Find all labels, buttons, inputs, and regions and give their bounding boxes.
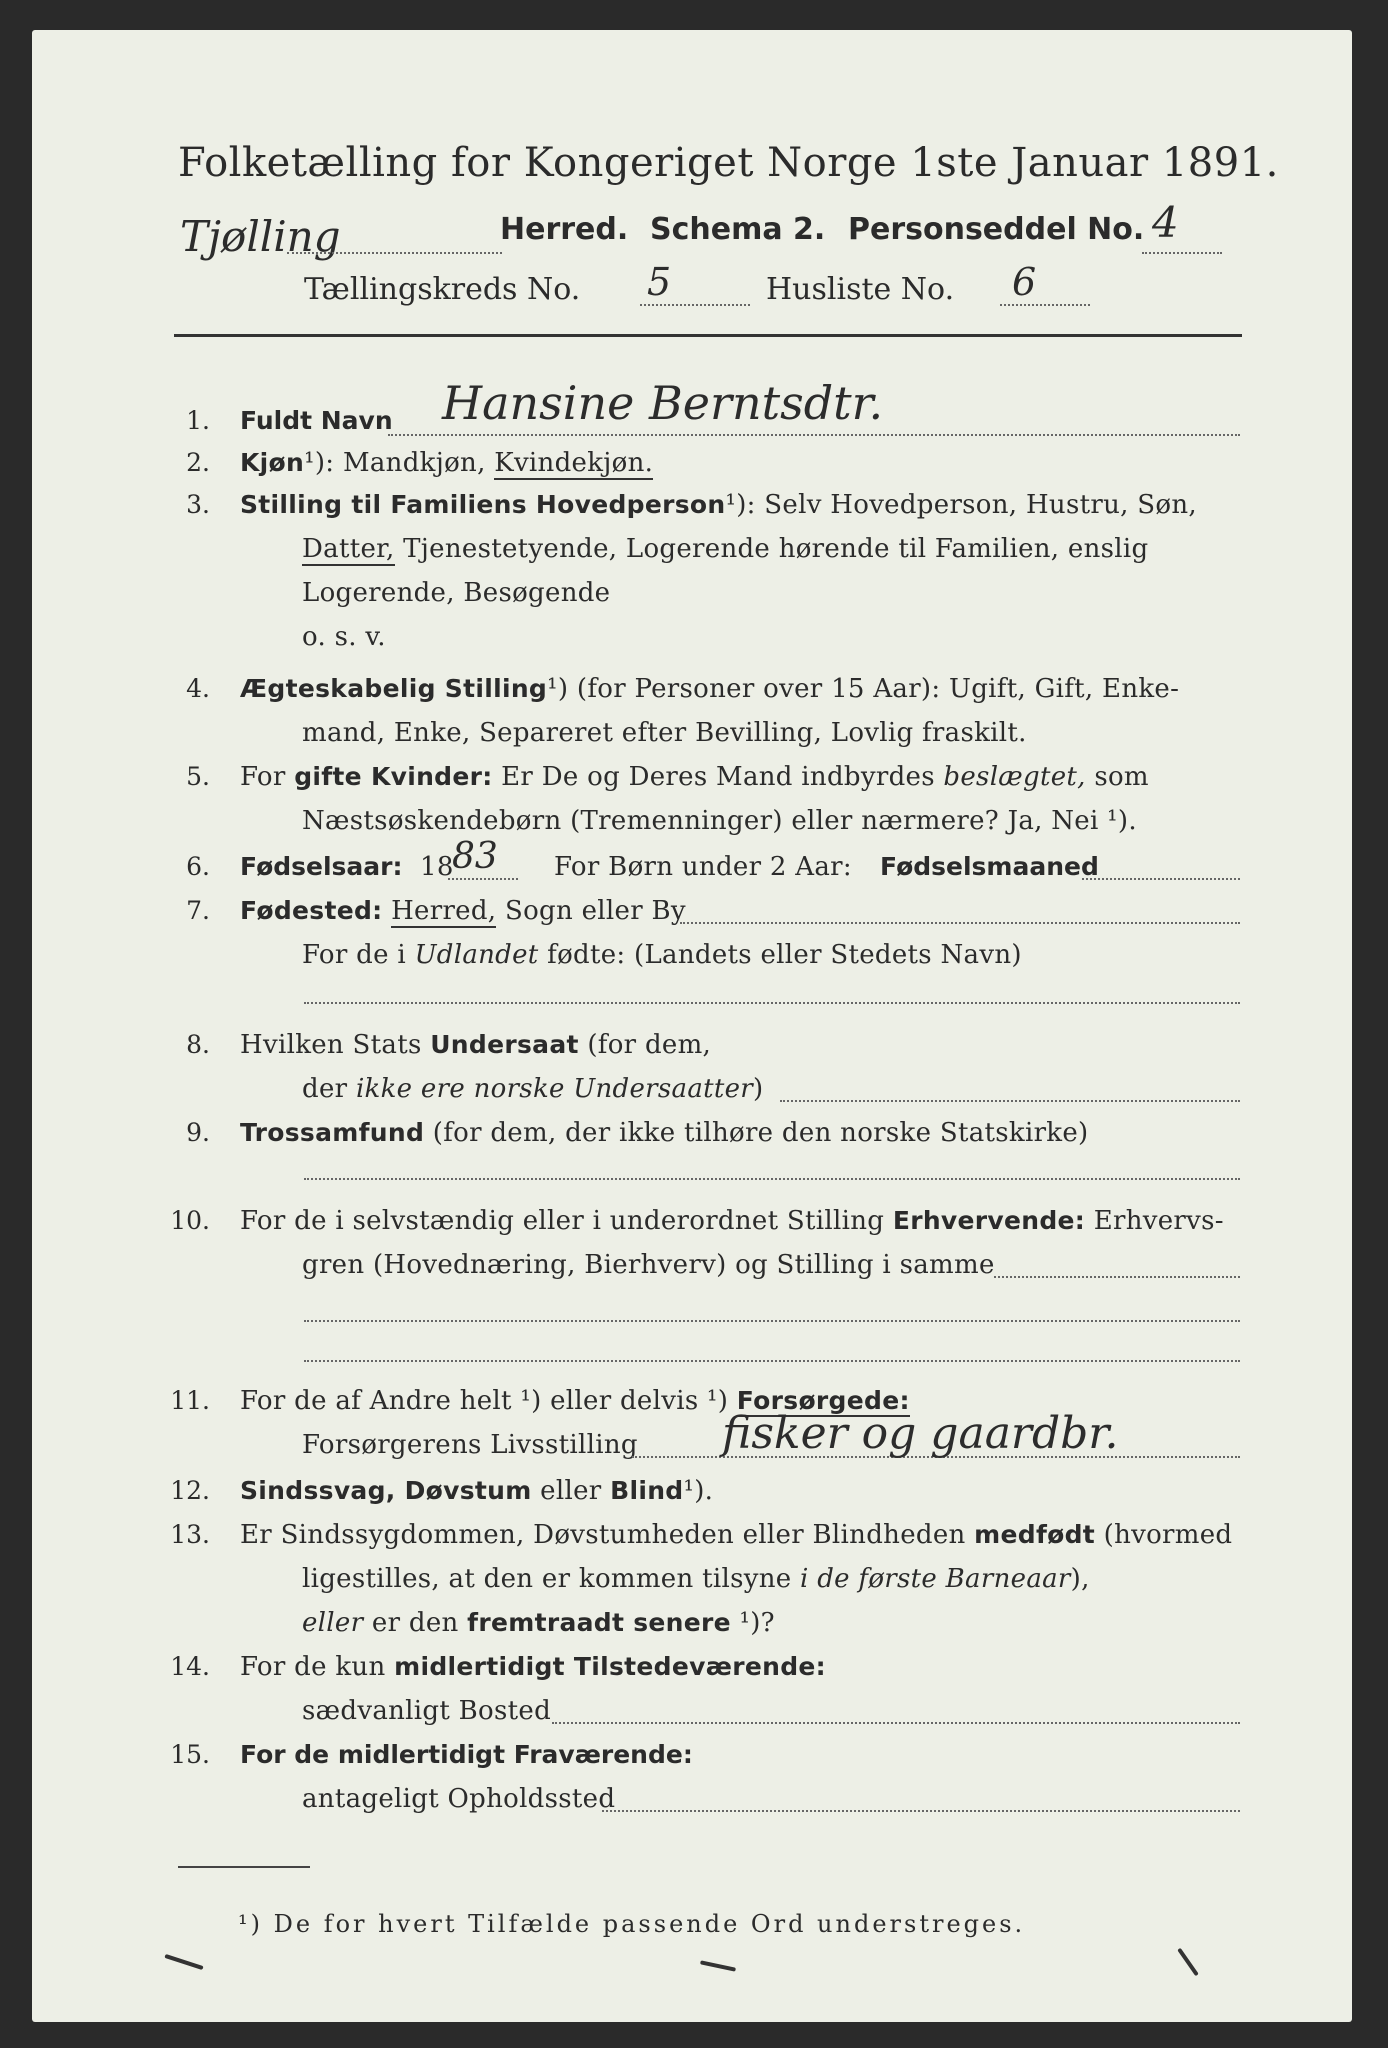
q10-end: Erhvervs- <box>1093 1206 1224 1236</box>
q6-year-value: 83 <box>452 836 498 877</box>
footnote-text: ¹) De for hvert Tilfælde passende Ord understreges. <box>238 1910 1026 1938</box>
q8-line2-italic: ikke ere norske Undersaatter <box>355 1074 754 1104</box>
q14-dotted-line <box>552 1722 1240 1724</box>
q12-end: ¹). <box>683 1476 714 1506</box>
q13-line3-mid: er den <box>371 1608 459 1638</box>
q14-pre: For de kun <box>240 1652 386 1682</box>
q7-blank-dotted-line <box>304 1002 1240 1004</box>
q9-rest: (for dem, der ikke tilhøre den norske Statskirke) <box>432 1118 1089 1148</box>
q13-line3-italic: eller <box>302 1608 364 1638</box>
q7-line2 <box>302 940 1022 970</box>
q3-line2 <box>302 534 1148 564</box>
ink-mark-left <box>164 1954 203 1970</box>
schema-label: Schema 2. <box>650 212 826 247</box>
q12-line1 <box>240 1476 713 1506</box>
q1-label: Fuldt Navn <box>240 406 393 435</box>
husliste-dotted-line <box>1000 304 1090 306</box>
husliste-label: Husliste No. <box>766 272 955 307</box>
q13-line1 <box>240 1520 1232 1550</box>
q15-dotted-line <box>602 1810 1240 1812</box>
q10-line1 <box>240 1206 1224 1236</box>
q14-line2: sædvanligt Bosted <box>302 1696 552 1726</box>
q10-number: 10. <box>170 1206 210 1235</box>
q8-line2 <box>302 1074 763 1104</box>
q12-label2: Blind <box>610 1476 684 1505</box>
form-title: Folketælling for Kongeriget Norge 1ste Januar 1891. <box>178 140 1279 186</box>
q9-number: 9. <box>186 1118 210 1147</box>
q2-option-female-underlined: Kvindekjøn. <box>494 448 654 478</box>
ink-mark-center <box>700 1960 736 1971</box>
q5-line1-rest: Er De og Deres Mand indbyrdes <box>501 762 935 792</box>
q12-label: Sindssvag, Døvstum <box>240 1476 532 1505</box>
q5-number: 5. <box>186 762 210 791</box>
q3-number: 3. <box>186 490 210 519</box>
q10-blank-dotted-line-2 <box>304 1360 1240 1362</box>
husliste-value: 6 <box>1012 260 1037 304</box>
q7-label: Fødested: <box>240 896 383 925</box>
q1-number: 1. <box>186 406 210 435</box>
q8-dotted-line <box>780 1100 1240 1102</box>
q8-rest: (for dem, <box>587 1030 712 1060</box>
q10-pre: For de i selvstændig eller i underordnet Stilling <box>240 1206 885 1236</box>
q4-line1 <box>240 674 1179 704</box>
q15-label: For de midlertidigt Fraværende: <box>240 1740 693 1769</box>
q6-label2: Fødselsmaaned <box>880 852 1099 881</box>
ink-mark-right <box>1177 1948 1199 1977</box>
q12-number: 12. <box>170 1476 210 1505</box>
q3-line3: Logerende, Besøgende <box>302 578 611 608</box>
q13-pre: Er Sindssygdommen, Døvstumheden eller Blindheden <box>240 1520 966 1550</box>
q15-line2: antageligt Opholdssted <box>302 1784 616 1814</box>
q4-number: 4. <box>186 674 210 703</box>
q8-number: 8. <box>186 1030 210 1059</box>
personseddel-label: Personseddel No. <box>848 212 1145 247</box>
personseddel-dotted-line <box>1142 252 1222 254</box>
q3-line1-rest: Selv Hovedperson, Hustru, Søn, <box>764 490 1197 520</box>
q14-label: midlertidigt Tilstedeværende: <box>394 1652 826 1681</box>
q10-line2: gren (Hovednæring, Bierhverv) og Stilling i samme <box>302 1250 995 1280</box>
q13-line2-end: ), <box>1070 1564 1090 1594</box>
q13-number: 13. <box>170 1520 210 1549</box>
q10-blank-dotted-line-1 <box>304 1320 1240 1322</box>
q11-number: 11. <box>170 1386 210 1415</box>
q1-dotted-line <box>388 434 1240 436</box>
q12-mid: eller <box>540 1476 602 1506</box>
q11-value: fisker og gaardbr. <box>722 1408 1119 1459</box>
q3-label: Stilling til Familiens Hovedperson <box>240 490 726 519</box>
q15-number: 15. <box>170 1740 210 1769</box>
q9-blank-dotted-line <box>304 1178 1240 1180</box>
taellingskreds-value: 5 <box>647 260 672 304</box>
q3-sup: ¹): <box>725 490 756 520</box>
q8-pre: Hvilken Stats <box>240 1030 422 1060</box>
q5-label: gifte Kvinder: <box>294 762 493 791</box>
q8-line1 <box>240 1030 711 1060</box>
q9-label: Trossamfund <box>240 1118 425 1147</box>
q5-line1 <box>240 762 1149 792</box>
q7-line2-italic: Udlandet <box>414 940 539 970</box>
q9-line1 <box>240 1118 1089 1148</box>
taellingskreds-label: Tællingskreds No. <box>304 272 581 307</box>
q5-pre: For <box>240 762 286 792</box>
q7-option-herred-underlined: Herred, <box>391 896 497 926</box>
q2-number: 2. <box>186 448 210 477</box>
q14-number: 14. <box>170 1652 210 1681</box>
census-form-sheet <box>32 30 1352 2022</box>
q3-option-datter-underlined: Datter, <box>302 534 395 564</box>
q6-label: Fødselsaar: <box>240 852 403 881</box>
q3-line4: o. s. v. <box>302 622 386 652</box>
q5-end: som <box>1094 762 1149 792</box>
q11-pre: For de af Andre helt ¹) eller delvis ¹) <box>240 1386 729 1416</box>
q2-line <box>240 448 653 478</box>
q6-year-dotted-line <box>448 878 518 880</box>
q13-line3-end: ¹)? <box>739 1608 775 1638</box>
q4-sup: ¹) <box>547 674 569 704</box>
q7-line2-pre: For de i <box>302 940 406 970</box>
q2-label: Kjøn <box>240 448 305 477</box>
q6-dotted-line <box>1082 878 1240 880</box>
q8-line2-end: ) <box>753 1074 764 1104</box>
q11-line2: Forsørgerens Livsstilling <box>302 1430 638 1460</box>
q7-number: 7. <box>186 896 210 925</box>
q7-dotted-line <box>680 922 1240 924</box>
q14-line1 <box>240 1652 826 1682</box>
q1-value: Hansine Berntsdtr. <box>442 376 884 430</box>
personseddel-value: 4 <box>1152 198 1179 247</box>
q13-line3 <box>302 1608 775 1638</box>
q13-line2-italic: i de første Barneaar <box>800 1564 1071 1594</box>
q4-label: Ægteskabelig Stilling <box>240 674 548 703</box>
herred-dotted-line <box>287 252 502 254</box>
footnote-rule <box>178 1866 310 1868</box>
q11-label: Forsørgede: <box>736 1386 910 1415</box>
q13-line3-bold: fremtraadt senere <box>467 1608 731 1637</box>
q13-end: (hvormed <box>1103 1520 1233 1550</box>
q5-line2: Næstsøskendebørn (Tremenninger) eller nærmere? Ja, Nei ¹). <box>302 806 1137 836</box>
q13-line2-pre: ligestilles, at den er kommen tilsyne <box>302 1564 792 1594</box>
q8-label: Undersaat <box>430 1030 579 1059</box>
q10-label: Erhvervende: <box>892 1206 1086 1235</box>
q7-line1 <box>240 896 686 926</box>
q2-sup: ¹): <box>304 448 335 478</box>
q2-option-male: Mandkjøn, <box>342 448 486 478</box>
q10-dotted-line <box>994 1276 1240 1278</box>
q4-line1-rest: (for Personer over 15 Aar): Ugift, Gift, Enke- <box>576 674 1180 704</box>
q13-label: medfødt <box>974 1520 1096 1549</box>
q7-line2-rest: fødte: (Landets eller Stedets Navn) <box>547 940 1022 970</box>
taellingskreds-dotted-line <box>640 304 750 306</box>
q6-number: 6. <box>186 852 210 881</box>
herred-value: Tjølling <box>180 212 341 261</box>
q6-year-prefix: 18 <box>420 852 454 882</box>
q7-rest: Sogn eller By <box>504 896 686 926</box>
q3-line2-rest: Tjenestetyende, Logerende hørende til Familien, enslig <box>403 534 1149 564</box>
herred-label: Herred. <box>500 212 629 247</box>
q3-line1 <box>240 490 1197 520</box>
q5-italic: beslægtet, <box>943 762 1086 792</box>
header-divider <box>174 334 1242 337</box>
q13-line2 <box>302 1564 1090 1594</box>
q6-mid: For Børn under 2 Aar: <box>554 852 852 882</box>
q8-line2-pre: der <box>302 1074 348 1104</box>
q4-line2: mand, Enke, Separeret efter Bevilling, Lovlig fraskilt. <box>302 718 1027 748</box>
